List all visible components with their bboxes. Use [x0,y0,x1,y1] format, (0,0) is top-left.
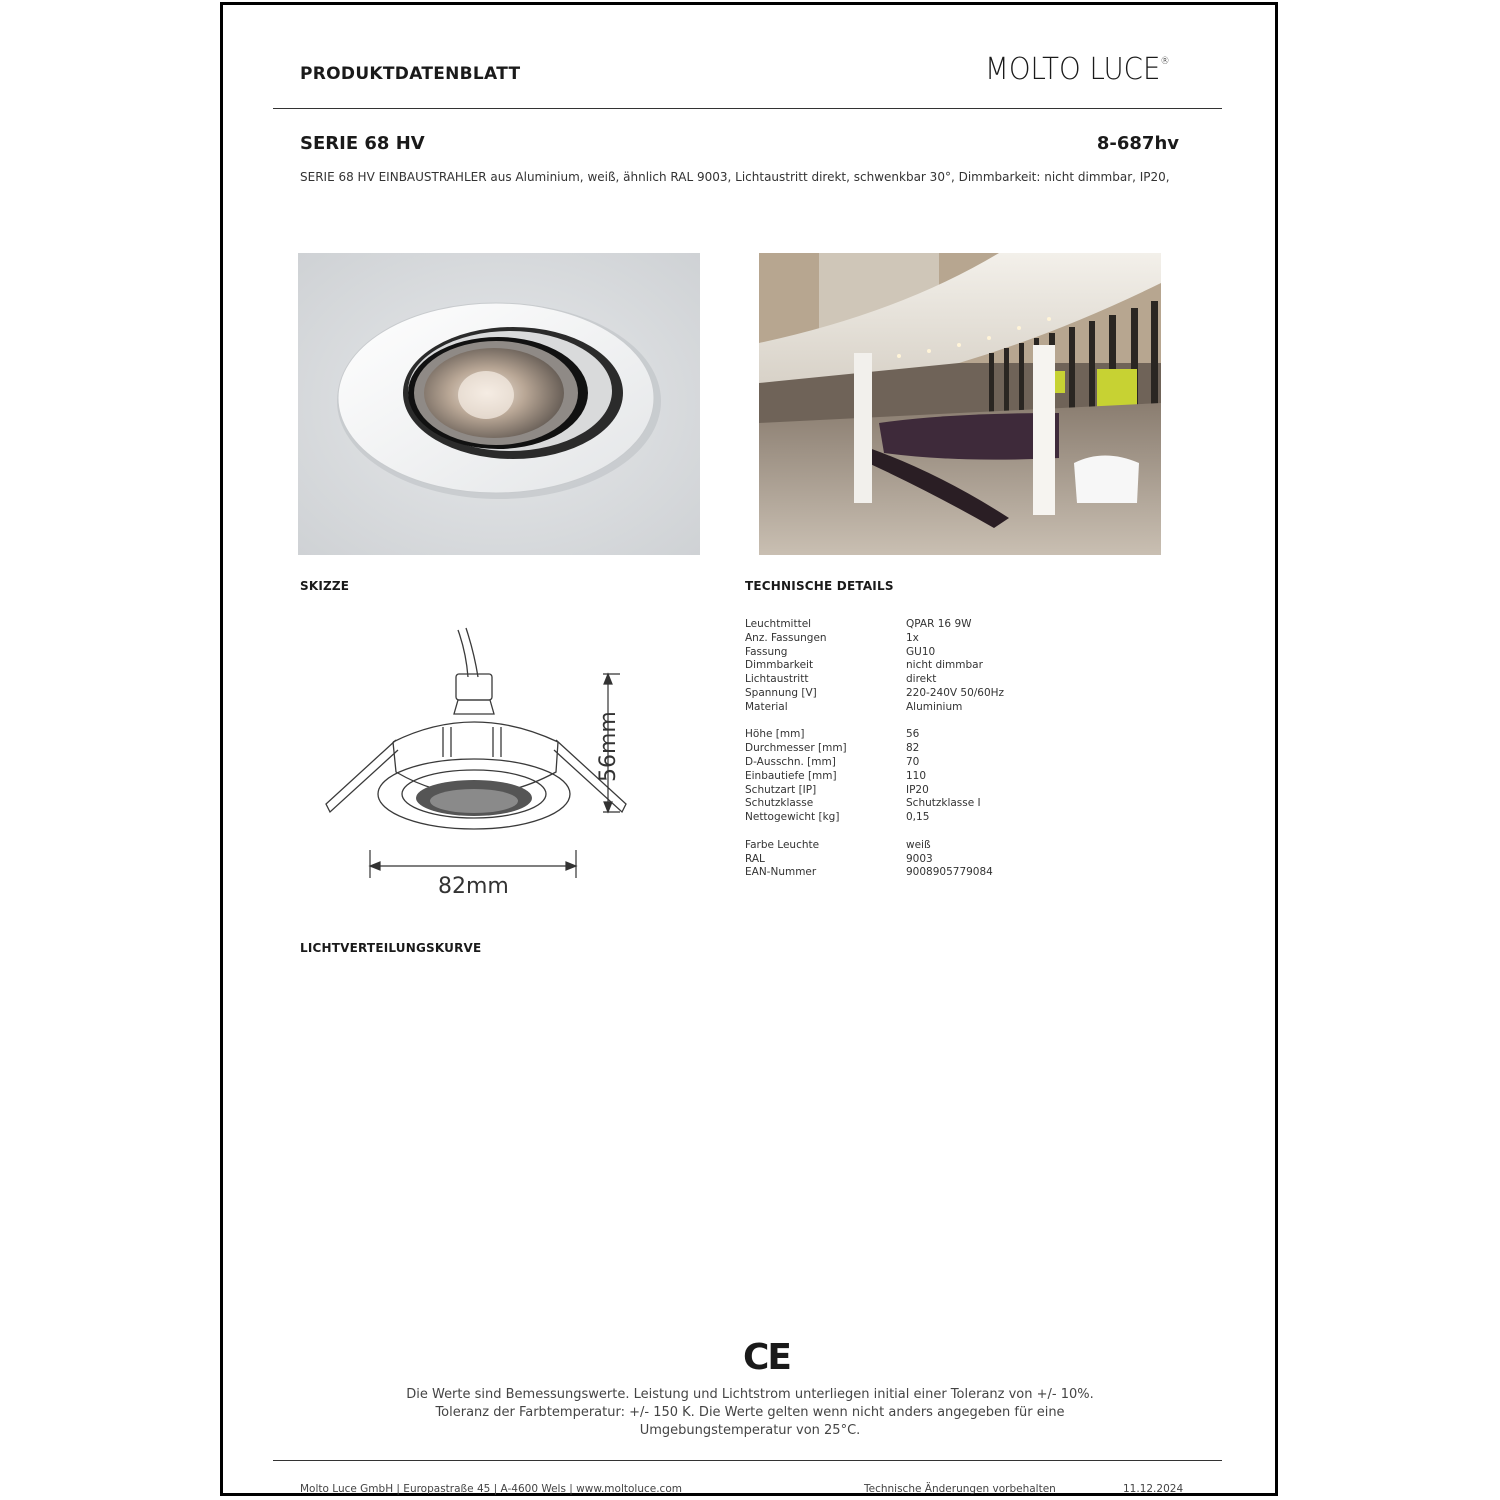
hotel-lobby-image [759,253,1161,555]
tech-value: nicht dimmbar [906,659,983,672]
width-dimension-label: 82mm [438,874,509,899]
tech-row [745,701,1004,715]
logo-text: MOLTO LUCE [985,52,1161,87]
footer-divider [273,1460,1222,1461]
tech-row [745,811,1004,825]
tech-value: 110 [906,769,927,782]
tech-value: GU10 [906,645,936,658]
tech-key: Farbe Leuchte [745,838,820,851]
tech-key: Dimmbarkeit [745,659,814,672]
tech-key: Material [745,700,788,713]
product-photo [298,253,700,555]
ce-mark: CE [743,1337,791,1378]
tech-row [745,839,1004,853]
tech-value: Schutzklasse I [906,797,981,810]
tech-key: D-Ausschn. [mm] [745,755,836,768]
tech-key: Einbautiefe [mm] [745,769,837,782]
disclaimer-line-1: Die Werte sind Bemessungswerte. Leistung und Lichtstrom unterliegen initial einer Toleranz von +/- 10%. [406,1387,1094,1402]
tech-key: RAL [745,852,765,865]
footer-notice: Technische Änderungen vorbehalten [864,1483,1056,1495]
tech-row [745,618,1004,632]
tech-row [745,632,1004,646]
brand-logo [985,52,1170,87]
tech-value: 82 [906,742,920,755]
height-dimension-label: 56mm [596,711,621,782]
interior-photo [759,253,1161,555]
header-divider [273,108,1222,109]
tech-key: Höhe [mm] [745,728,805,741]
tech-key: Nettogewicht [kg] [745,811,840,824]
tech-group-spacer [745,715,1004,729]
tech-key: Anz. Fassungen [745,631,827,644]
tech-key: EAN-Nummer [745,866,817,879]
tech-value: 0,15 [906,811,930,824]
light-distribution-heading: LICHTVERTEILUNGSKURVE [300,941,482,955]
tech-row [745,742,1004,756]
disclaimer-line-2: Toleranz der Farbtemperatur: +/- 150 K. Die Werte gelten wenn nicht anders angegeben für eine [435,1405,1065,1420]
footer-date: 11.12.2024 [1123,1483,1184,1495]
tech-value: 70 [906,755,920,768]
tech-key: Lichtaustritt [745,673,809,686]
tech-row [745,756,1004,770]
tech-row [745,770,1004,784]
tech-value: QPAR 16 9W [906,618,972,630]
tech-value: weiß [906,838,931,851]
tech-row [745,687,1004,701]
tech-key: Schutzart [IP] [745,783,817,796]
tech-value: 1x [906,631,919,644]
tech-row [745,853,1004,867]
tech-group-spacer [745,825,1004,839]
tech-value: 220-240V 50/60Hz [906,686,1005,699]
document-title: PRODUKTDATENBLATT [300,64,521,84]
product-description: SERIE 68 HV EINBAUSTRAHLER aus Aluminium, weiß, ähnlich RAL 9003, Lichtaustritt direkt, schwenkbar 30°, Dimmbarkeit: nicht dimmbar, IP20, [300,170,1170,184]
tech-key: Fassung [745,645,788,658]
tech-row [745,866,1004,880]
disclaimer [300,1386,1200,1440]
tech-row [745,646,1004,660]
sketch-heading: SKIZZE [300,579,350,593]
tech-details-table [745,618,1004,880]
tech-row [745,728,1004,742]
tech-value: 9008905779084 [906,866,993,879]
tech-key: Spannung [V] [745,686,817,699]
footer-company: Molto Luce GmbH | Europastraße 45 | A-4600 Wels | www.moltoluce.com [300,1483,682,1495]
downlight-image [298,253,700,555]
tech-value: direkt [906,673,937,686]
product-code: 8-687hv [1096,133,1179,154]
tech-key: Durchmesser [mm] [745,742,847,755]
tech-details-heading: TECHNISCHE DETAILS [745,579,894,593]
tech-key: Leuchtmittel [745,618,812,630]
tech-value: IP20 [906,783,929,796]
logo-registered-mark: ® [1160,56,1170,67]
tech-row [745,797,1004,811]
disclaimer-line-3: Umgebungstemperatur von 25°C. [639,1423,861,1438]
tech-row [745,673,1004,687]
tech-row [745,659,1004,673]
dimension-sketch [318,622,648,912]
tech-value: Aluminium [906,700,963,713]
tech-value: 9003 [906,852,933,865]
tech-value: 56 [906,728,920,741]
product-name: SERIE 68 HV [300,133,425,154]
tech-key: Schutzklasse [745,797,814,810]
tech-row [745,784,1004,798]
